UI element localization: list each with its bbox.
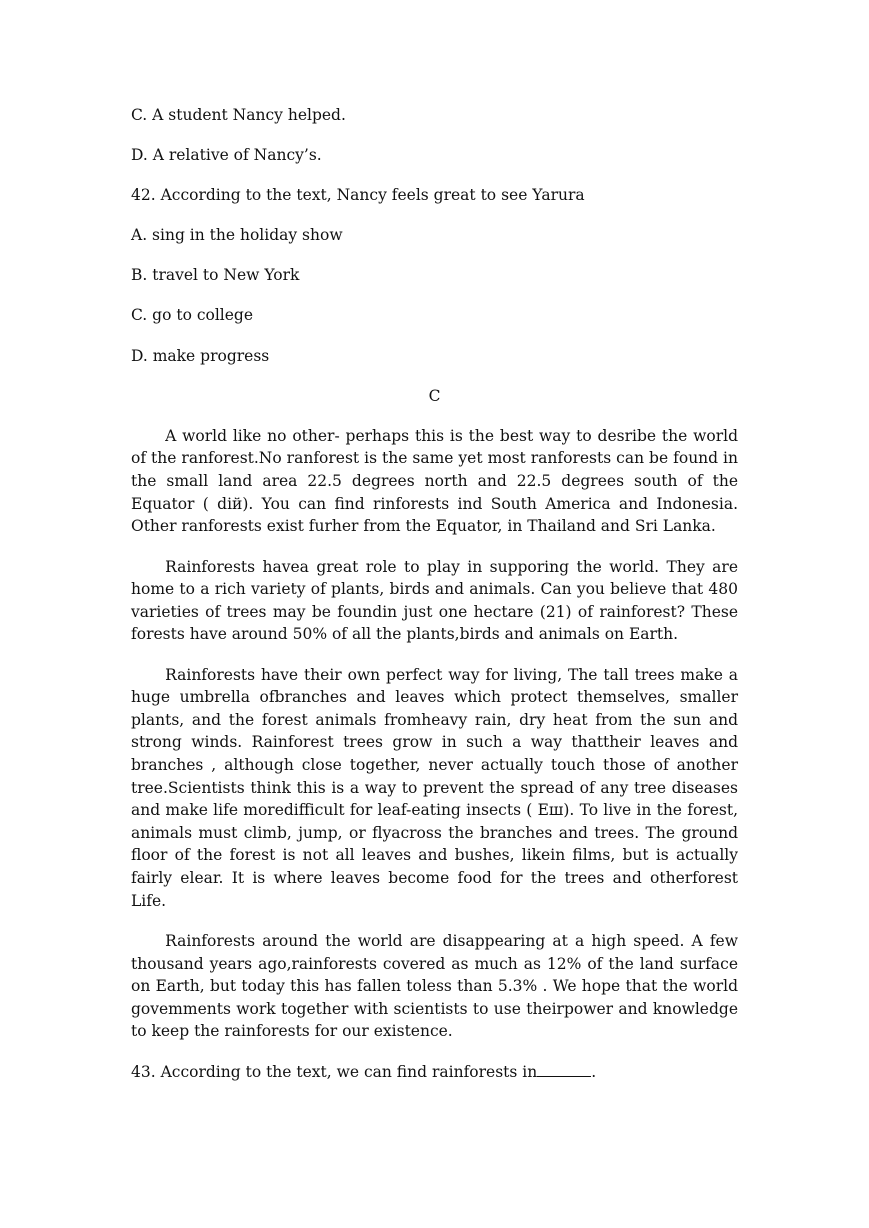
- answer-blank: [537, 1075, 591, 1077]
- document-page: [131, 104, 738, 1101]
- option-c-42: C. go to college: [131, 306, 254, 325]
- option-b-42: B. travel to New York: [131, 266, 300, 285]
- option-a-42: A. sing in the holiday show: [131, 226, 343, 245]
- option-d-41: D. A relative of Nancy’s.: [131, 146, 322, 165]
- question-42: 42. According to the text, Nancy feels great to see Yarura: [131, 186, 585, 205]
- question-43-text: 43. According to the text, we can find rainforests in: [131, 1062, 538, 1081]
- paragraph-1: A world like no other- perhaps this is the best way to desribe the world of the ranforest.No ranforest is the same yet most ranforests can be found in the small land area 22.5 degrees north and 22.5 degrees south of the Equator ( diй). You can find rinforests ind South America and Indonesia. Other ranforests exist furher from the Equator, in Thailand and Sri Lanka.: [131, 426, 738, 536]
- section-heading: C: [428, 386, 441, 405]
- question-43-end: .: [591, 1062, 597, 1081]
- paragraph-2: Rainforests havea great role to play in supporing the world. They are home to a rich variety of plants, birds and animals. Can you believe that 480 varieties of trees may be foundin just one hectare (21) of rainforest? These forests have around 50% of all the plants,birds and animals on Earth.: [131, 557, 738, 644]
- option-d-42: D. make progress: [131, 346, 270, 365]
- paragraph-4: Rainforests around the world are disappearing at a high speed. A few thousand years ago,rainforests covered as much as 12% of the land surface on Earth, but today this has fallen toless than 5.3% . We hope that the world govemments work together with scientists to use theirpower and knowledge to keep the rainforests for our existence.: [131, 932, 738, 1041]
- question-43: [131, 1061, 738, 1084]
- option-c-41: C. A student Nancy helped.: [131, 106, 346, 124]
- paragraph-3: Rainforests have their own perfect way for living, The tall trees make a huge umbrella ofbranches and leaves which protect themselves, smaller plants, and the forest animals fromheavy rain, dry heat from the sun and strong winds. Rainforest trees grow in such a way thattheir leaves and branches , although close together, never actually touch those of another tree.Scientists think this is a way to prevent the spread of any tree diseases and make life moredifficult for leaf-eating insects ( Eш). To live in the forest, animals must climb, jump, or flyacross the branches and trees. The ground floor of the forest is not all leaves and bushes, likein films, but is actually fairly elear. It is where leaves become food for the trees and otherforest Life.: [131, 665, 738, 910]
